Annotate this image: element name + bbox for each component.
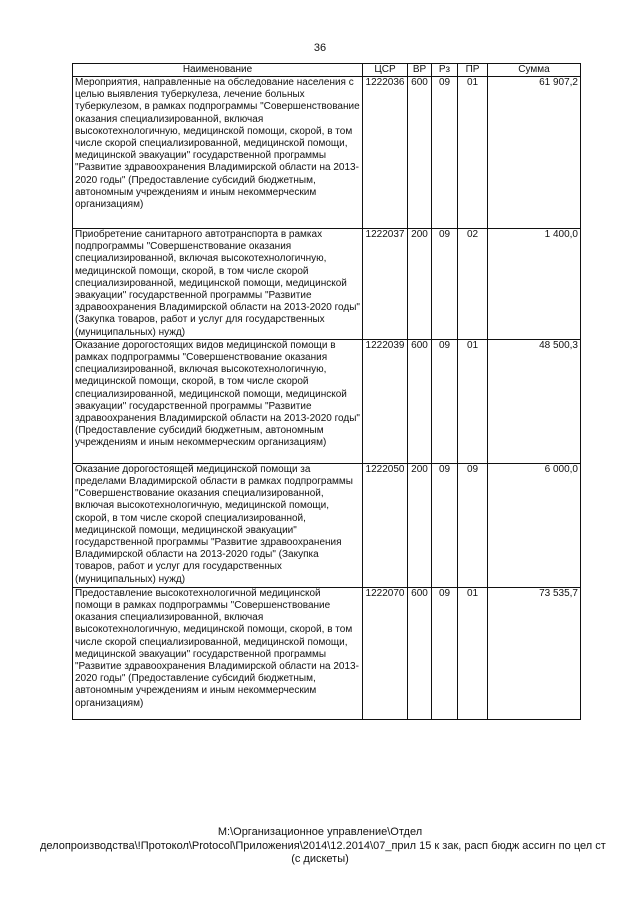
row-csr: 1222036 — [363, 77, 408, 229]
row-rz: 09 — [432, 229, 458, 340]
header-csr: ЦСР — [363, 64, 408, 77]
row-csr: 1222039 — [363, 339, 408, 463]
row-sum: 73 535,7 — [488, 587, 581, 719]
row-pr: 01 — [458, 339, 488, 463]
row-csr: 1222037 — [363, 229, 408, 340]
table-row — [73, 77, 581, 229]
row-vr: 200 — [408, 463, 432, 587]
header-sum: Сумма — [488, 64, 581, 77]
row-name: Оказание дорогостоящей медицинской помощи за пределами Владимирской области в рамках подпрограммы "Совершенствование оказания специализированной, включая высокотехнологичную, медицинской помощи, скорой, в том числе скорой специализированной, медицинской помощи, медицинской эвакуации" государственной программы "Развитие здравоохранения Владимирской области на 2013-2020 годы" (Закупка товаров, работ и услуг для государственных (муниципальных) нужд) — [73, 463, 363, 587]
table-header-row — [73, 64, 581, 77]
header-pr: ПР — [458, 64, 488, 77]
row-vr: 600 — [408, 339, 432, 463]
row-pr: 09 — [458, 463, 488, 587]
header-name: Наименование — [73, 64, 363, 77]
row-sum: 1 400,0 — [488, 229, 581, 340]
footer-line-1: М:\Организационное управление\Отдел — [217, 826, 423, 838]
row-rz: 09 — [432, 339, 458, 463]
header-rz: Рз — [432, 64, 458, 77]
row-sum: 48 500,3 — [488, 339, 581, 463]
header-vr: ВР — [408, 64, 432, 77]
row-csr: 1222050 — [363, 463, 408, 587]
row-name: Оказание дорогостоящих видов медицинской помощи в рамках подпрограммы "Совершенствование оказания специализированной, включая высокотехнологичную, медицинской помощи, скорой, в том числе скорой специализированной, медицинской помощи, медицинской эвакуации" государственной программы "Развитие здравоохранения Владимирской области на 2013-2020 годы" (Предоставление субсидий бюджетным, автономным учреждениям и иным некоммерческим организациям) — [73, 339, 363, 463]
row-rz: 09 — [432, 587, 458, 719]
row-name: Мероприятия, направленные на обследование населения с целью выявления туберкулеза, лечение больных туберкулезом, в рамках подпрограммы "Совершенствование оказания специализированной, включая высокотехнологичную, медицинской помощи, скорой, в том числе скорой специализированной, медицинской помощи, медицинской эвакуации" государственной программы "Развитие здравоохранения Владимирской области на 2013-2020 годы" (Предоставление субсидий бюджетным, автономным учреждениям и иным некоммерческим организациям) — [73, 77, 363, 229]
file-path-footer — [40, 826, 606, 867]
row-pr: 02 — [458, 229, 488, 340]
table-row — [73, 339, 581, 463]
row-name: Предоставление высокотехнологичной медицинской помощи в рамках подпрограммы "Совершенствование оказания специализированной, включая высокотехнологичную, медицинской помощи, скорой, в том числе скорой специализированной, медицинской помощи, медицинской эвакуации" государственной программы "Развитие здравоохранения Владимирской области на 2013-2020 годы" (Предоставление субсидий бюджетным, автономным учреждениям и иным некоммерческим организациям) — [73, 587, 363, 719]
row-vr: 200 — [408, 229, 432, 340]
table-row — [73, 463, 581, 587]
row-vr: 600 — [408, 587, 432, 719]
row-pr: 01 — [458, 587, 488, 719]
page-number: 36 — [313, 42, 327, 54]
row-rz: 09 — [432, 463, 458, 587]
row-csr: 1222070 — [363, 587, 408, 719]
row-sum: 6 000,0 — [488, 463, 581, 587]
budget-table — [72, 63, 581, 720]
row-sum: 61 907,2 — [488, 77, 581, 229]
table-row — [73, 229, 581, 340]
row-pr: 01 — [458, 77, 488, 229]
footer-line-2: делопроизводства\!Протокол\Protocol\Приложения\2014\12.2014\07_прил 15 к зак, расп бюдж ассигн по цел ст — [40, 839, 606, 852]
row-vr: 600 — [408, 77, 432, 229]
footer-line-3: (с дискеты) — [291, 853, 349, 865]
table-row — [73, 587, 581, 719]
row-rz: 09 — [432, 77, 458, 229]
row-name: Приобретение санитарного автотранспорта в рамках подпрограммы "Совершенствование оказания специализированной, включая высокотехнологичную, медицинской помощи, скорой, в том числе скорой специализированной, медицинской помощи, медицинской эвакуации" государственной программы "Развитие здравоохранения Владимирской области на 2013-2020 годы" (Закупка товаров, работ и услуг для государственных (муниципальных) нужд) — [73, 229, 363, 340]
